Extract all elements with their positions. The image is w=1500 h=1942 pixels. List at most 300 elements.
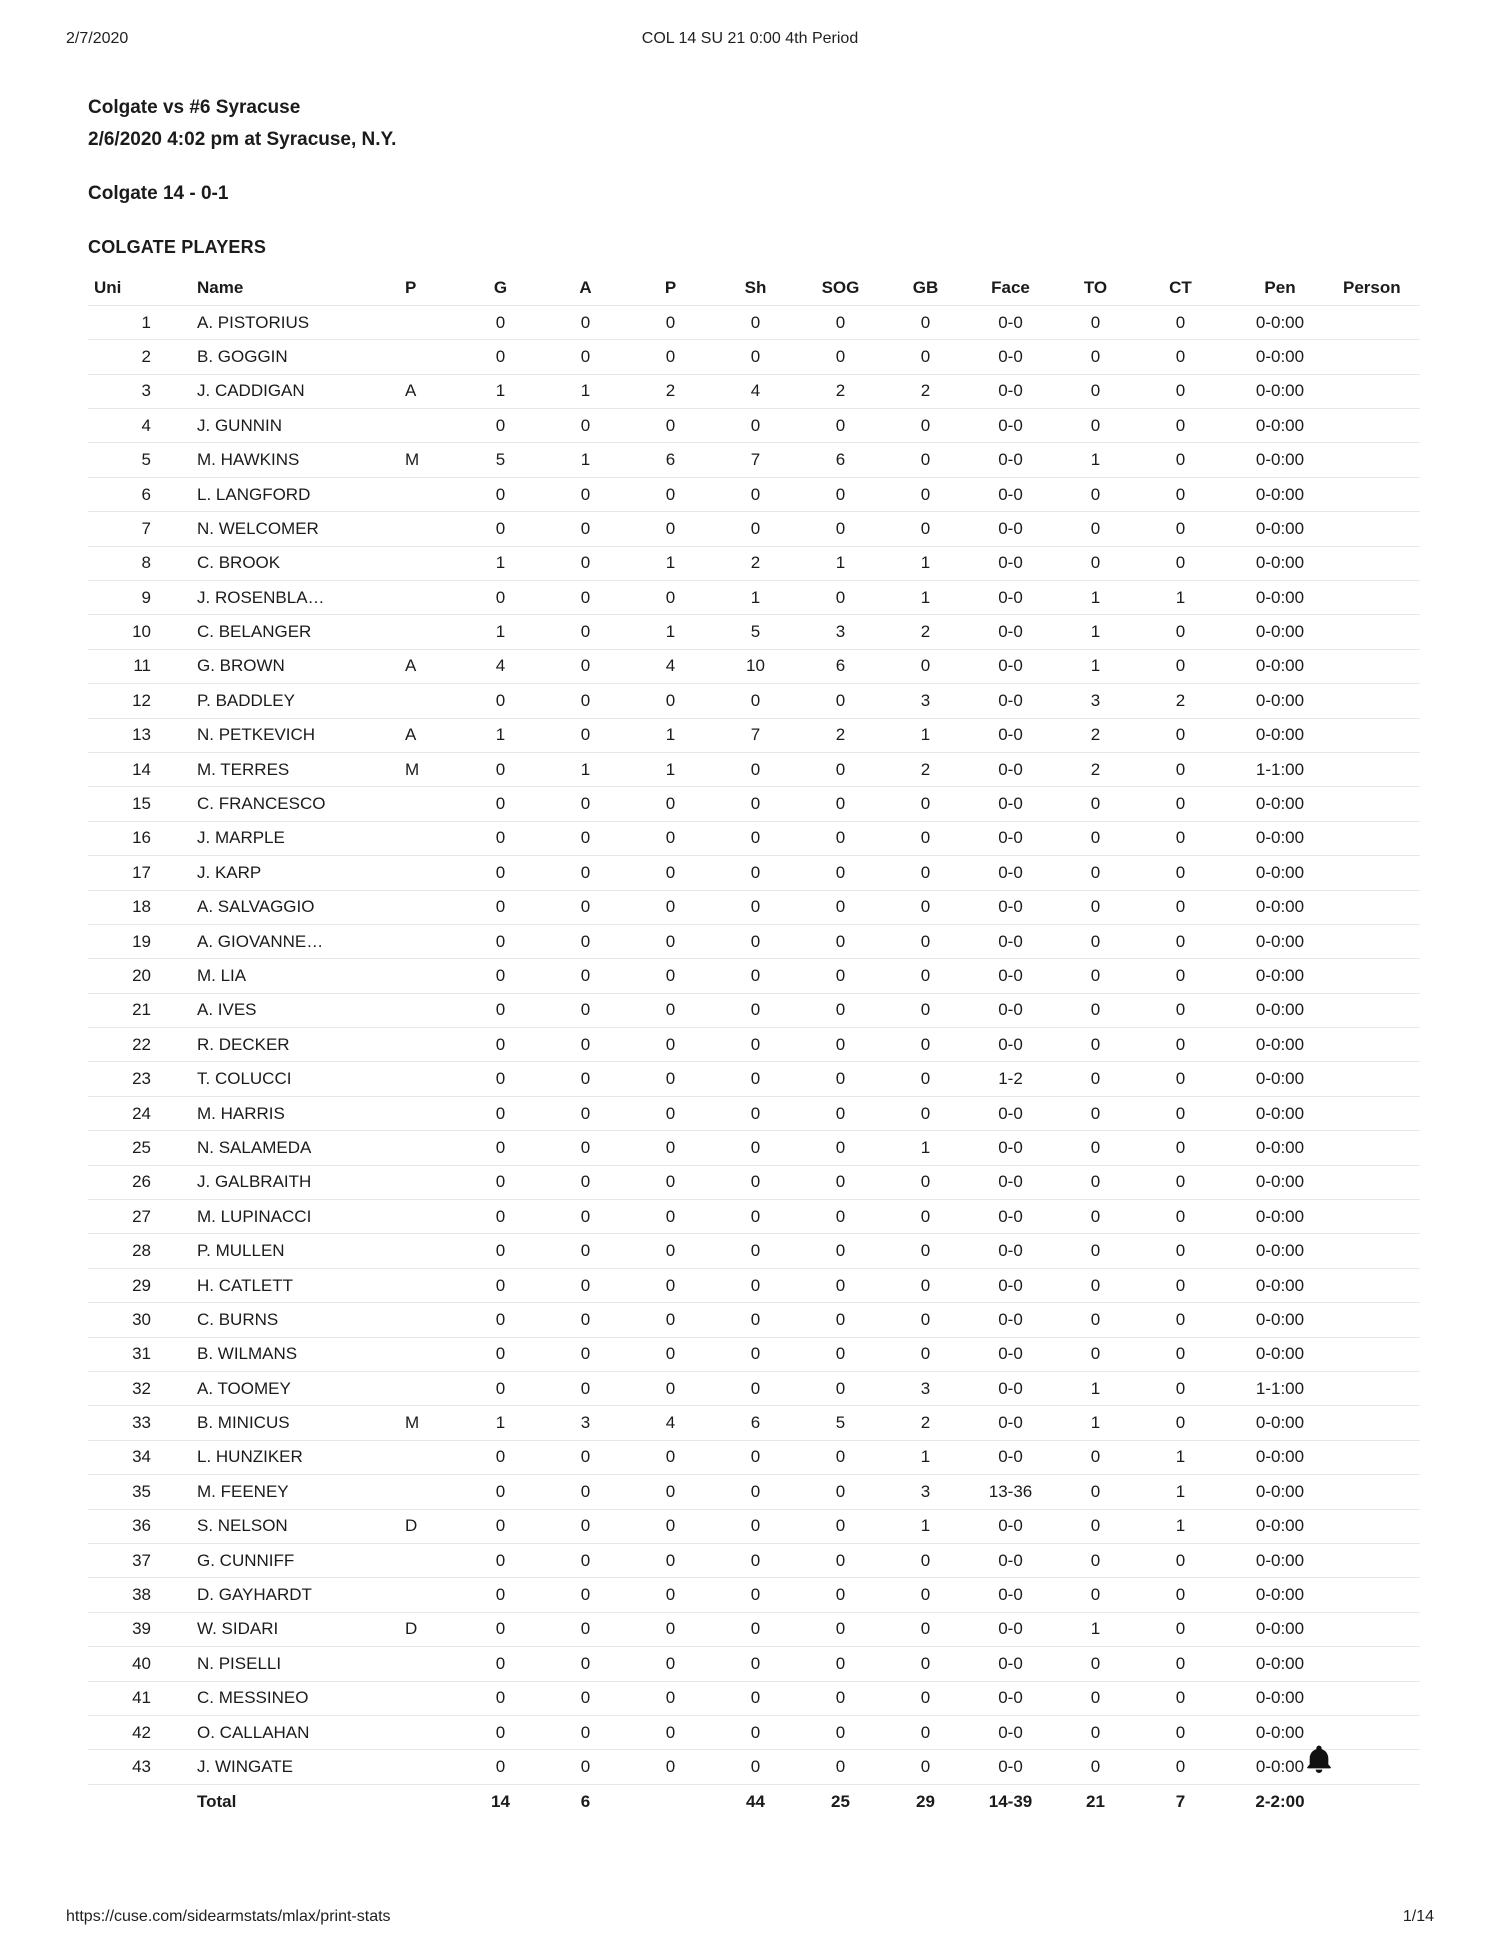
table-cell: 0: [628, 1440, 713, 1474]
table-cell: 0: [1053, 1062, 1138, 1096]
table-cell: 0: [1053, 1200, 1138, 1234]
table-cell: [405, 1578, 458, 1612]
table-cell: H. CATLETT: [193, 1268, 405, 1302]
table-cell: 0: [543, 1303, 628, 1337]
table-cell: 3: [883, 1372, 968, 1406]
table-cell: 1: [1138, 581, 1223, 615]
table-cell: 0: [713, 684, 798, 718]
table-cell: [405, 890, 458, 924]
column-header: Pen: [1223, 271, 1337, 305]
table-cell: 0: [798, 1165, 883, 1199]
table-cell: B. MINICUS: [193, 1406, 405, 1440]
table-cell: 13: [88, 718, 193, 752]
table-cell: 0: [883, 890, 968, 924]
table-cell: 0: [458, 1028, 543, 1062]
table-cell: 0-0:00: [1223, 1303, 1337, 1337]
table-cell: [405, 821, 458, 855]
table-cell: 0: [713, 1234, 798, 1268]
table-cell: 0: [458, 1750, 543, 1784]
table-cell: [405, 340, 458, 374]
table-cell: 1: [88, 305, 193, 339]
table-cell: 0: [883, 1200, 968, 1234]
total-cell: [1337, 1784, 1420, 1818]
table-cell: 0: [1138, 649, 1223, 683]
table-cell: 0-0: [968, 993, 1053, 1027]
table-cell: C. BROOK: [193, 546, 405, 580]
table-row: [88, 1578, 1420, 1612]
table-cell: 0: [713, 1578, 798, 1612]
table-cell: [1337, 1234, 1420, 1268]
table-cell: 24: [88, 1096, 193, 1130]
table-cell: J. KARP: [193, 856, 405, 890]
table-cell: [1337, 684, 1420, 718]
table-cell: W. SIDARI: [193, 1612, 405, 1646]
table-cell: 0: [713, 924, 798, 958]
table-row: [88, 1715, 1420, 1749]
table-cell: 0: [798, 787, 883, 821]
table-cell: 1: [798, 546, 883, 580]
table-cell: [1337, 856, 1420, 890]
table-row: [88, 1543, 1420, 1577]
table-cell: 0-0: [968, 1612, 1053, 1646]
table-cell: 0: [628, 1028, 713, 1062]
table-cell: 0-0: [968, 409, 1053, 443]
table-cell: B. WILMANS: [193, 1337, 405, 1371]
table-cell: 0: [1053, 959, 1138, 993]
table-cell: 0: [798, 1131, 883, 1165]
table-cell: 0: [883, 993, 968, 1027]
table-cell: 5: [458, 443, 543, 477]
table-row: [88, 787, 1420, 821]
table-cell: 0: [1138, 340, 1223, 374]
column-header: Face: [968, 271, 1053, 305]
table-cell: 0: [1138, 1681, 1223, 1715]
footer-url: https://cuse.com/sidearmstats/mlax/print-stats: [66, 1908, 391, 1925]
table-cell: 0-0: [968, 924, 1053, 958]
table-cell: 3: [543, 1406, 628, 1440]
table-cell: 0: [798, 890, 883, 924]
table-cell: 34: [88, 1440, 193, 1474]
table-cell: 0: [1138, 959, 1223, 993]
table-cell: 7: [713, 718, 798, 752]
table-cell: 0: [713, 1303, 798, 1337]
table-cell: 0: [883, 443, 968, 477]
table-cell: 0: [628, 409, 713, 443]
total-cell: 29: [916, 1791, 935, 1811]
column-header: Uni: [88, 271, 193, 305]
table-cell: 0: [628, 1131, 713, 1165]
table-cell: 2: [628, 374, 713, 408]
table-cell: [405, 305, 458, 339]
table-cell: 2: [883, 752, 968, 786]
table-cell: 0: [458, 856, 543, 890]
table-cell: 0: [883, 924, 968, 958]
table-row: [88, 1681, 1420, 1715]
table-row: [88, 1337, 1420, 1371]
table-cell: 36: [88, 1509, 193, 1543]
table-cell: [1337, 1715, 1420, 1749]
table-cell: 1: [1053, 1406, 1138, 1440]
table-cell: [405, 546, 458, 580]
table-row: [88, 1131, 1420, 1165]
column-header: P: [405, 271, 458, 305]
table-cell: B. GOGGIN: [193, 340, 405, 374]
table-cell: 0: [713, 1096, 798, 1130]
table-cell: 1: [1053, 443, 1138, 477]
table-row: [88, 546, 1420, 580]
table-cell: O. CALLAHAN: [193, 1715, 405, 1749]
table-cell: 0: [1053, 1681, 1138, 1715]
table-cell: 0: [798, 305, 883, 339]
table-cell: 0: [798, 1234, 883, 1268]
table-cell: 0: [713, 856, 798, 890]
table-cell: 1: [1053, 615, 1138, 649]
table-cell: 0: [458, 1715, 543, 1749]
table-cell: 0: [798, 1475, 883, 1509]
table-cell: 0: [1138, 546, 1223, 580]
table-cell: [405, 1131, 458, 1165]
column-header: Name: [193, 271, 405, 305]
table-cell: [1337, 1647, 1420, 1681]
table-cell: [405, 924, 458, 958]
table-cell: [405, 1062, 458, 1096]
table-cell: 0: [458, 1372, 543, 1406]
table-cell: 0: [798, 1303, 883, 1337]
table-cell: 0: [543, 1062, 628, 1096]
table-row: [88, 1028, 1420, 1062]
table-cell: 0-0:00: [1223, 546, 1337, 580]
table-cell: [1337, 993, 1420, 1027]
table-cell: 0: [1138, 374, 1223, 408]
table-cell: 0: [628, 1062, 713, 1096]
table-cell: 0: [458, 305, 543, 339]
table-cell: 0-0: [968, 1268, 1053, 1302]
table-cell: 0: [798, 959, 883, 993]
table-cell: 1: [883, 718, 968, 752]
table-cell: 0-0:00: [1223, 787, 1337, 821]
table-cell: 0: [543, 1750, 628, 1784]
table-cell: 0: [713, 993, 798, 1027]
table-cell: 0: [883, 305, 968, 339]
table-cell: [405, 1165, 458, 1199]
table-cell: M. LUPINACCI: [193, 1200, 405, 1234]
table-cell: [1337, 1543, 1420, 1577]
table-cell: 1: [458, 374, 543, 408]
table-cell: 0: [543, 512, 628, 546]
table-cell: 0-0:00: [1223, 856, 1337, 890]
section-title: COLGATE PLAYERS: [88, 237, 267, 257]
table-cell: 0: [628, 959, 713, 993]
table-cell: 1-1:00: [1223, 752, 1337, 786]
table-cell: 0-0: [968, 1131, 1053, 1165]
total-cell: 21: [1086, 1791, 1105, 1811]
table-cell: 9: [88, 581, 193, 615]
total-cell: 2-2:00: [1255, 1791, 1305, 1811]
table-cell: 0: [1053, 1337, 1138, 1371]
table-cell: A. SALVAGGIO: [193, 890, 405, 924]
table-cell: 42: [88, 1715, 193, 1749]
table-cell: 0-0: [968, 718, 1053, 752]
table-cell: 0: [883, 787, 968, 821]
table-cell: 0: [713, 305, 798, 339]
table-cell: 0: [713, 1131, 798, 1165]
table-cell: 0: [628, 1715, 713, 1749]
table-row: [88, 649, 1420, 683]
table-cell: 2: [883, 374, 968, 408]
table-cell: 0: [628, 1165, 713, 1199]
table-cell: 0: [713, 1509, 798, 1543]
table-row: [88, 443, 1420, 477]
table-cell: 0-0:00: [1223, 684, 1337, 718]
table-cell: 0: [543, 1337, 628, 1371]
table-cell: 0-0: [968, 1234, 1053, 1268]
table-cell: 2: [1053, 752, 1138, 786]
table-row: [88, 512, 1420, 546]
table-cell: 0: [1138, 1096, 1223, 1130]
table-cell: N. SALAMEDA: [193, 1131, 405, 1165]
table-cell: 0: [458, 1681, 543, 1715]
table-cell: 0: [1138, 1578, 1223, 1612]
table-cell: 0: [628, 1612, 713, 1646]
table-cell: 0: [1053, 409, 1138, 443]
table-cell: 0: [458, 1165, 543, 1199]
table-cell: 0: [1053, 374, 1138, 408]
table-cell: 0-0: [968, 512, 1053, 546]
table-cell: [1337, 924, 1420, 958]
table-cell: 0: [1138, 1612, 1223, 1646]
table-cell: 0: [1138, 1750, 1223, 1784]
table-row: [88, 1234, 1420, 1268]
table-cell: 6: [88, 477, 193, 511]
total-cell: 6: [580, 1791, 591, 1811]
table-cell: 0-0:00: [1223, 1096, 1337, 1130]
table-row: [88, 856, 1420, 890]
table-cell: 0: [458, 1612, 543, 1646]
table-cell: 0: [458, 1475, 543, 1509]
table-cell: 0: [458, 1440, 543, 1474]
total-cell: 7: [1175, 1791, 1186, 1811]
table-cell: 1: [458, 1406, 543, 1440]
table-row: [88, 1509, 1420, 1543]
table-cell: 38: [88, 1578, 193, 1612]
table-cell: 0: [1053, 1647, 1138, 1681]
browser-print-header: [66, 30, 1434, 52]
table-cell: 1: [883, 1509, 968, 1543]
table-cell: [1337, 512, 1420, 546]
table-cell: 0-0: [968, 959, 1053, 993]
table-cell: 0: [458, 924, 543, 958]
table-cell: 0-0: [968, 1578, 1053, 1612]
table-cell: [405, 1440, 458, 1474]
table-row: [88, 924, 1420, 958]
table-cell: 0: [458, 1268, 543, 1302]
table-cell: 0: [883, 409, 968, 443]
table-cell: 0: [628, 821, 713, 855]
table-cell: 0: [543, 821, 628, 855]
table-cell: 0: [1138, 1543, 1223, 1577]
table-cell: A: [405, 374, 458, 408]
table-cell: 0: [1053, 1096, 1138, 1130]
table-cell: [1337, 477, 1420, 511]
table-cell: 0: [798, 1578, 883, 1612]
table-cell: 0: [713, 1647, 798, 1681]
table-cell: 0: [1138, 1165, 1223, 1199]
table-cell: 3: [883, 1475, 968, 1509]
table-cell: 0: [543, 1578, 628, 1612]
table-cell: 0: [458, 1200, 543, 1234]
table-cell: [1337, 649, 1420, 683]
table-cell: L. LANGFORD: [193, 477, 405, 511]
table-cell: 0-0:00: [1223, 305, 1337, 339]
table-cell: 4: [713, 374, 798, 408]
table-cell: 0: [1138, 924, 1223, 958]
table-cell: 0: [543, 1647, 628, 1681]
table-cell: [1337, 1440, 1420, 1474]
table-cell: 0-0:00: [1223, 1612, 1337, 1646]
table-cell: 1: [628, 615, 713, 649]
table-cell: 0: [1053, 890, 1138, 924]
table-cell: 0: [1138, 1268, 1223, 1302]
table-cell: 0: [798, 1750, 883, 1784]
table-cell: [405, 1303, 458, 1337]
table-cell: 0: [628, 993, 713, 1027]
table-cell: [1337, 1475, 1420, 1509]
column-header: TO: [1053, 271, 1138, 305]
table-cell: [1337, 374, 1420, 408]
table-cell: [1337, 1372, 1420, 1406]
table-cell: D: [405, 1509, 458, 1543]
table-cell: 23: [88, 1062, 193, 1096]
table-cell: 0-0: [968, 1200, 1053, 1234]
table-cell: [1337, 409, 1420, 443]
table-cell: A. PISTORIUS: [193, 305, 405, 339]
table-cell: 1: [1138, 1440, 1223, 1474]
table-cell: D: [405, 1612, 458, 1646]
table-row: [88, 684, 1420, 718]
table-cell: 1: [543, 374, 628, 408]
table-cell: 0: [1138, 443, 1223, 477]
table-cell: 1: [883, 546, 968, 580]
table-cell: 0: [628, 924, 713, 958]
table-cell: 0: [1138, 1028, 1223, 1062]
table-cell: 0: [883, 821, 968, 855]
table-cell: 0: [1138, 1303, 1223, 1337]
table-cell: 1: [628, 752, 713, 786]
table-cell: 0: [1053, 340, 1138, 374]
table-cell: 0: [1053, 1268, 1138, 1302]
table-cell: 6: [798, 443, 883, 477]
table-cell: [405, 512, 458, 546]
table-cell: 0: [543, 1715, 628, 1749]
table-cell: 0: [1053, 546, 1138, 580]
table-cell: 0: [1138, 1372, 1223, 1406]
table-cell: 0: [543, 305, 628, 339]
table-cell: [1337, 1268, 1420, 1302]
table-cell: 0-0:00: [1223, 649, 1337, 683]
table-cell: 2: [883, 615, 968, 649]
table-cell: 0-0: [968, 546, 1053, 580]
table-cell: 0: [458, 581, 543, 615]
table-cell: 0: [458, 1647, 543, 1681]
table-cell: 0-0:00: [1223, 1200, 1337, 1234]
table-cell: 0-0: [968, 374, 1053, 408]
table-row: [88, 752, 1420, 786]
table-cell: 4: [628, 649, 713, 683]
table-row: [88, 477, 1420, 511]
table-cell: J. MARPLE: [193, 821, 405, 855]
table-cell: 0: [628, 1647, 713, 1681]
table-cell: [405, 1715, 458, 1749]
table-cell: J. GALBRAITH: [193, 1165, 405, 1199]
table-cell: 0: [543, 856, 628, 890]
footer-page-number: 1/14: [1402, 1908, 1434, 1925]
table-cell: 0: [543, 684, 628, 718]
table-cell: 0: [1053, 1543, 1138, 1577]
table-cell: 0: [798, 924, 883, 958]
table-cell: [405, 1268, 458, 1302]
table-cell: 5: [798, 1406, 883, 1440]
table-cell: N. PISELLI: [193, 1647, 405, 1681]
table-cell: 0: [543, 1475, 628, 1509]
table-cell: 0-0: [968, 305, 1053, 339]
table-cell: 0: [543, 993, 628, 1027]
table-cell: 0: [798, 409, 883, 443]
table-cell: 39: [88, 1612, 193, 1646]
table-cell: 0-0: [968, 477, 1053, 511]
table-cell: 0: [628, 1200, 713, 1234]
table-cell: 1: [713, 581, 798, 615]
table-cell: 26: [88, 1165, 193, 1199]
table-cell: [1337, 1062, 1420, 1096]
table-cell: 40: [88, 1647, 193, 1681]
table-cell: 0: [628, 1578, 713, 1612]
table-cell: 0-0:00: [1223, 1440, 1337, 1474]
table-cell: 0-0:00: [1223, 1543, 1337, 1577]
table-cell: [405, 477, 458, 511]
table-cell: 0-0: [968, 787, 1053, 821]
table-cell: 0: [458, 1131, 543, 1165]
table-cell: [1337, 1612, 1420, 1646]
table-cell: 0: [1138, 1715, 1223, 1749]
table-cell: 0: [543, 1509, 628, 1543]
table-cell: 0-0: [968, 1647, 1053, 1681]
table-cell: 0: [713, 340, 798, 374]
table-cell: 0: [883, 340, 968, 374]
total-cell: 44: [746, 1791, 765, 1811]
table-cell: 2: [883, 1406, 968, 1440]
table-cell: 0-0: [968, 1681, 1053, 1715]
table-cell: 1: [1138, 1475, 1223, 1509]
table-cell: 0: [543, 718, 628, 752]
table-cell: 0: [1053, 1715, 1138, 1749]
table-cell: 0: [628, 1234, 713, 1268]
table-cell: 0: [798, 1509, 883, 1543]
table-cell: 0: [1053, 1165, 1138, 1199]
table-cell: 0: [628, 890, 713, 924]
table-row: [88, 1165, 1420, 1199]
table-cell: 16: [88, 821, 193, 855]
table-cell: [405, 684, 458, 718]
table-cell: 0: [798, 1440, 883, 1474]
table-cell: A. TOOMEY: [193, 1372, 405, 1406]
table-cell: 0: [883, 1268, 968, 1302]
notification-bell-icon[interactable]: [1303, 1743, 1335, 1775]
team-record: Colgate 14 - 0-1: [88, 183, 229, 204]
table-cell: 28: [88, 1234, 193, 1268]
table-cell: 0: [628, 581, 713, 615]
table-cell: 0: [458, 340, 543, 374]
table-cell: 0: [1138, 890, 1223, 924]
